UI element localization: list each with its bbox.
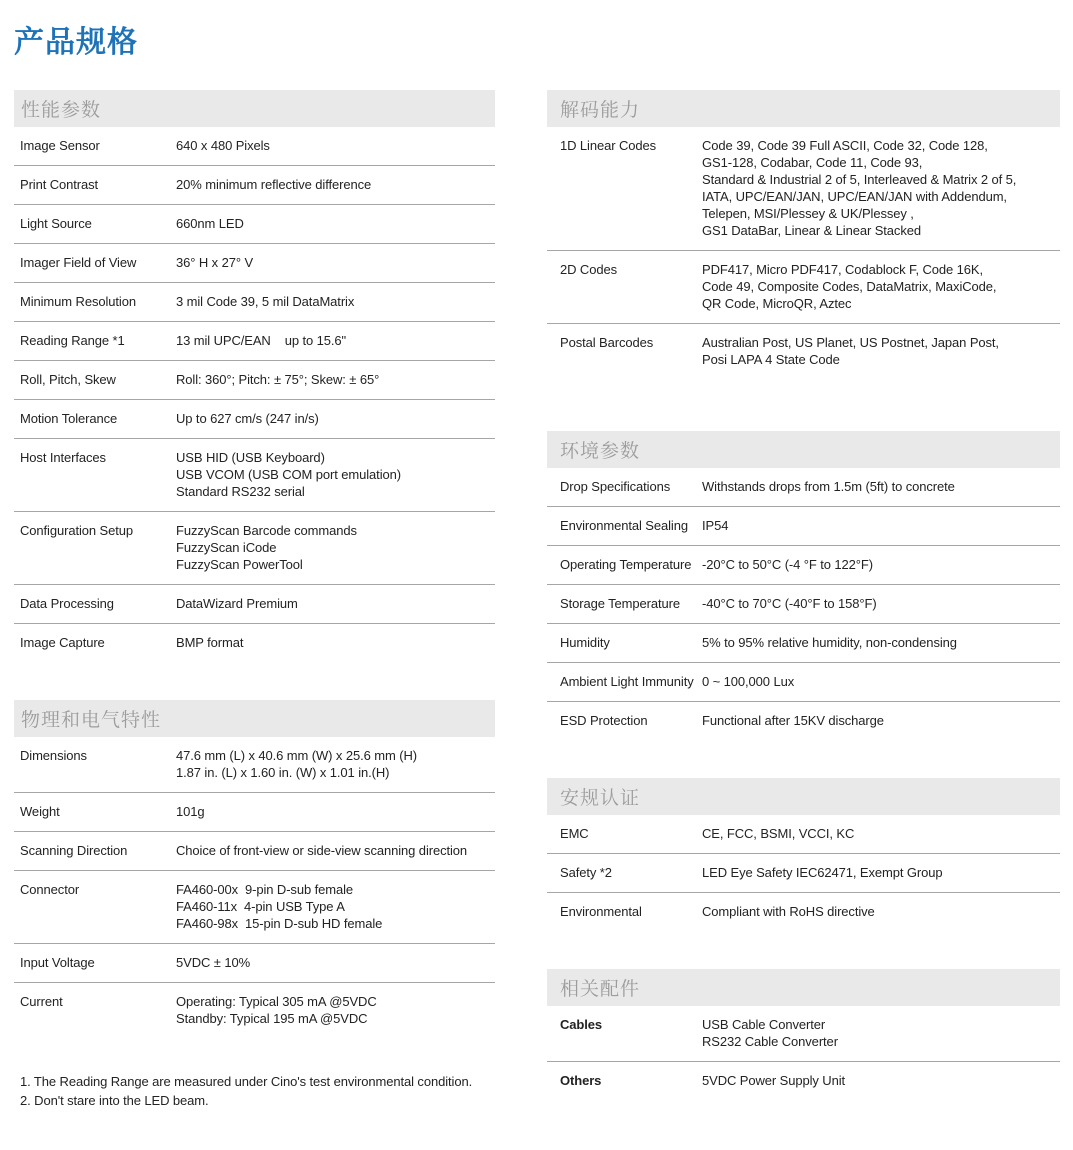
spec-value bbox=[702, 595, 1060, 612]
spec-row bbox=[547, 545, 1060, 584]
left-sections bbox=[14, 90, 495, 1038]
spec-row bbox=[547, 892, 1060, 931]
spec-value-line: 5% to 95% relative humidity, non-condensing bbox=[702, 635, 957, 650]
spec-label: Data Processing bbox=[20, 596, 114, 611]
spec-label: Host Interfaces bbox=[20, 450, 106, 465]
spec-value-line: 5VDC ± 10% bbox=[176, 955, 251, 970]
spec-row bbox=[14, 943, 495, 982]
spec-value-line: Standby: Typical 195 mA @5VDC bbox=[176, 1011, 368, 1026]
spec-label: EMC bbox=[560, 826, 589, 841]
spec-label: Motion Tolerance bbox=[20, 411, 118, 426]
spec-rows bbox=[14, 127, 495, 662]
spec-value-line: Roll: 360°; Pitch: ± 75°; Skew: ± 65° bbox=[176, 372, 380, 387]
footnotes bbox=[14, 1072, 495, 1110]
spec-value-line: Functional after 15KV discharge bbox=[702, 713, 884, 728]
spec-row bbox=[547, 127, 1060, 250]
spec-row bbox=[14, 623, 495, 662]
spec-label: Cables bbox=[560, 1017, 603, 1032]
spec-row bbox=[14, 165, 495, 204]
section-title: 解码能力 bbox=[547, 90, 1060, 127]
spec-row bbox=[547, 662, 1060, 701]
spec-value bbox=[702, 903, 1060, 920]
spec-label: Operating Temperature bbox=[560, 557, 692, 572]
spec-row bbox=[14, 321, 495, 360]
spec-row bbox=[547, 853, 1060, 892]
spec-row bbox=[14, 792, 495, 831]
spec-section bbox=[14, 700, 495, 1038]
spec-value bbox=[176, 803, 495, 820]
spec-value bbox=[702, 673, 1060, 690]
spec-value-line: FA460-98x 15-pin D-sub HD female bbox=[176, 916, 383, 931]
spec-row bbox=[14, 584, 495, 623]
right-column bbox=[547, 90, 1060, 1100]
spec-value-line: RS232 Cable Converter bbox=[702, 1034, 838, 1049]
spec-row bbox=[14, 438, 495, 511]
spec-value bbox=[702, 864, 1060, 881]
spec-value-line: IP54 bbox=[702, 518, 729, 533]
spec-label: Image Sensor bbox=[20, 138, 100, 153]
spec-row bbox=[14, 831, 495, 870]
spec-row bbox=[14, 282, 495, 321]
spec-value bbox=[176, 137, 495, 154]
spec-value-line: GS1 DataBar, Linear & Linear Stacked bbox=[702, 223, 921, 238]
page-title: 产品规格 bbox=[14, 26, 138, 59]
spec-label: Environmental bbox=[560, 904, 642, 919]
spec-value-line: 101g bbox=[176, 804, 205, 819]
spec-value bbox=[176, 522, 495, 573]
spec-value bbox=[702, 517, 1060, 534]
spec-row bbox=[14, 360, 495, 399]
spec-value bbox=[702, 712, 1060, 729]
spec-label: Configuration Setup bbox=[20, 523, 134, 538]
spec-value bbox=[176, 747, 495, 781]
spec-value-line: Code 39, Code 39 Full ASCII, Code 32, Code 128, bbox=[702, 138, 988, 153]
spec-label: Ambient Light Immunity bbox=[560, 674, 694, 689]
spec-section bbox=[547, 431, 1060, 740]
spec-value bbox=[176, 371, 495, 388]
spec-label: 1D Linear Codes bbox=[560, 138, 657, 153]
spec-label: Humidity bbox=[560, 635, 610, 650]
spec-label: ESD Protection bbox=[560, 713, 648, 728]
spec-value bbox=[702, 261, 1060, 312]
right-sections bbox=[547, 90, 1060, 1100]
spec-value-line: GS1-128, Codabar, Code 11, Code 93, bbox=[702, 155, 923, 170]
spec-value bbox=[702, 334, 1060, 368]
spec-value bbox=[176, 176, 495, 193]
spec-columns bbox=[14, 90, 1060, 1110]
section-title: 相关配件 bbox=[547, 969, 1060, 1006]
spec-row bbox=[547, 323, 1060, 379]
spec-value-line: PDF417, Micro PDF417, Codablock F, Code 16K, bbox=[702, 262, 984, 277]
spec-label: Others bbox=[560, 1073, 602, 1088]
spec-value-line: 13 mil UPC/EAN up to 15.6" bbox=[176, 333, 347, 348]
spec-label: Input Voltage bbox=[20, 955, 95, 970]
spec-row bbox=[14, 399, 495, 438]
spec-label: Dimensions bbox=[20, 748, 87, 763]
spec-value-line: 5VDC Power Supply Unit bbox=[702, 1073, 846, 1088]
spec-label: Storage Temperature bbox=[560, 596, 680, 611]
spec-value-line: 660nm LED bbox=[176, 216, 244, 231]
section-title: 物理和电气特性 bbox=[14, 700, 495, 737]
spec-rows bbox=[547, 1006, 1060, 1100]
spec-value bbox=[702, 634, 1060, 651]
spec-value bbox=[176, 993, 495, 1027]
spec-value-line: QR Code, MicroQR, Aztec bbox=[702, 296, 852, 311]
spec-row bbox=[14, 982, 495, 1038]
spec-section bbox=[547, 969, 1060, 1100]
spec-rows bbox=[14, 737, 495, 1038]
spec-label: Print Contrast bbox=[20, 177, 99, 192]
spec-value bbox=[176, 842, 495, 859]
spec-row bbox=[14, 127, 495, 165]
spec-label: Connector bbox=[20, 882, 80, 897]
spec-section bbox=[14, 90, 495, 662]
spec-row bbox=[547, 623, 1060, 662]
spec-value-line: Australian Post, US Planet, US Postnet, Japan Post, bbox=[702, 335, 999, 350]
spec-value-line: Standard & Industrial 2 of 5, Interleaved & Matrix 2 of 5, bbox=[702, 172, 1017, 187]
spec-label: Light Source bbox=[20, 216, 92, 231]
spec-row bbox=[547, 584, 1060, 623]
spec-value bbox=[176, 881, 495, 932]
spec-section bbox=[547, 90, 1060, 379]
footnote-1: 1. The Reading Range are measured under Cino's test environmental condition. bbox=[20, 1074, 473, 1089]
spec-label: 2D Codes bbox=[560, 262, 618, 277]
spec-value-line: FA460-11x 4-pin USB Type A bbox=[176, 899, 345, 914]
spec-value-line: Standard RS232 serial bbox=[176, 484, 305, 499]
spec-value bbox=[176, 410, 495, 427]
spec-value-line: Operating: Typical 305 mA @5VDC bbox=[176, 994, 377, 1009]
spec-value bbox=[702, 1072, 1060, 1089]
spec-value-line: Telepen, MSI/Plessey & UK/Plessey , bbox=[702, 206, 914, 221]
spec-value-line: USB Cable Converter bbox=[702, 1017, 826, 1032]
spec-label: Weight bbox=[20, 804, 60, 819]
spec-row bbox=[14, 870, 495, 943]
spec-value-line: 20% minimum reflective difference bbox=[176, 177, 372, 192]
section-title: 安规认证 bbox=[547, 778, 1060, 815]
spec-rows bbox=[547, 127, 1060, 379]
spec-value-line: DataWizard Premium bbox=[176, 596, 298, 611]
spec-value-line: 3 mil Code 39, 5 mil DataMatrix bbox=[176, 294, 355, 309]
spec-label: Imager Field of View bbox=[20, 255, 137, 270]
spec-value bbox=[702, 825, 1060, 842]
spec-row bbox=[547, 506, 1060, 545]
spec-value bbox=[176, 293, 495, 310]
section-title: 环境参数 bbox=[547, 431, 1060, 468]
spec-rows bbox=[547, 468, 1060, 740]
spec-label: Environmental Sealing bbox=[560, 518, 688, 533]
spec-value-line: FuzzyScan iCode bbox=[176, 540, 277, 555]
spec-value-line: USB HID (USB Keyboard) bbox=[176, 450, 325, 465]
spec-value-line: Withstands drops from 1.5m (5ft) to concrete bbox=[702, 479, 955, 494]
spec-value-line: Up to 627 cm/s (247 in/s) bbox=[176, 411, 319, 426]
spec-value bbox=[176, 449, 495, 500]
spec-value-line: BMP format bbox=[176, 635, 244, 650]
spec-label: Reading Range *1 bbox=[20, 333, 125, 348]
spec-value-line: 640 x 480 Pixels bbox=[176, 138, 270, 153]
spec-label: Drop Specifications bbox=[560, 479, 671, 494]
spec-value-line: FA460-00x 9-pin D-sub female bbox=[176, 882, 354, 897]
spec-value bbox=[176, 954, 495, 971]
spec-value-line: FuzzyScan Barcode commands bbox=[176, 523, 357, 538]
spec-label: Roll, Pitch, Skew bbox=[20, 372, 116, 387]
spec-value bbox=[176, 215, 495, 232]
spec-value-line: Posi LAPA 4 State Code bbox=[702, 352, 840, 367]
spec-row bbox=[547, 701, 1060, 740]
spec-rows bbox=[547, 815, 1060, 931]
spec-row bbox=[547, 1061, 1060, 1100]
spec-value-line: FuzzyScan PowerTool bbox=[176, 557, 303, 572]
footnote-2: 2. Don't stare into the LED beam. bbox=[20, 1093, 209, 1108]
section-title: 性能参数 bbox=[14, 90, 495, 127]
spec-value-line: IATA, UPC/EAN/JAN, UPC/EAN/JAN with Addendum, bbox=[702, 189, 1007, 204]
spec-value bbox=[702, 556, 1060, 573]
spec-row bbox=[547, 468, 1060, 506]
spec-value-line: Code 49, Composite Codes, DataMatrix, MaxiCode, bbox=[702, 279, 997, 294]
spec-value bbox=[176, 254, 495, 271]
spec-label: Scanning Direction bbox=[20, 843, 128, 858]
spec-label: Image Capture bbox=[20, 635, 105, 650]
spec-value-line: CE, FCC, BSMI, VCCI, KC bbox=[702, 826, 855, 841]
spec-value-line: -20°C to 50°C (-4 °F to 122°F) bbox=[702, 557, 873, 572]
spec-value bbox=[702, 137, 1060, 239]
spec-value bbox=[176, 595, 495, 612]
spec-label: Minimum Resolution bbox=[20, 294, 136, 309]
spec-value-line: USB VCOM (USB COM port emulation) bbox=[176, 467, 401, 482]
spec-value-line: 1.87 in. (L) x 1.60 in. (W) x 1.01 in.(H) bbox=[176, 765, 390, 780]
spec-row bbox=[14, 737, 495, 792]
spec-row bbox=[547, 250, 1060, 323]
left-column bbox=[14, 90, 495, 1110]
spec-row bbox=[14, 243, 495, 282]
spec-value bbox=[702, 478, 1060, 495]
spec-value bbox=[176, 634, 495, 651]
spec-label: Postal Barcodes bbox=[560, 335, 654, 350]
spec-section bbox=[547, 778, 1060, 931]
spec-row bbox=[547, 815, 1060, 853]
spec-value-line: -40°C to 70°C (-40°F to 158°F) bbox=[702, 596, 877, 611]
spec-label: Current bbox=[20, 994, 63, 1009]
spec-value-line: 47.6 mm (L) x 40.6 mm (W) x 25.6 mm (H) bbox=[176, 748, 417, 763]
spec-value-line: Compliant with RoHS directive bbox=[702, 904, 875, 919]
spec-value-line: LED Eye Safety IEC62471, Exempt Group bbox=[702, 865, 943, 880]
spec-label: Safety *2 bbox=[560, 865, 612, 880]
spec-value bbox=[702, 1016, 1060, 1050]
spec-value-line: Choice of front-view or side-view scanning direction bbox=[176, 843, 468, 858]
spec-row bbox=[14, 511, 495, 584]
spec-value-line: 0 ~ 100,000 Lux bbox=[702, 674, 795, 689]
spec-value-line: 36° H x 27° V bbox=[176, 255, 254, 270]
spec-value bbox=[176, 332, 495, 349]
spec-row bbox=[14, 204, 495, 243]
spec-row bbox=[547, 1006, 1060, 1061]
